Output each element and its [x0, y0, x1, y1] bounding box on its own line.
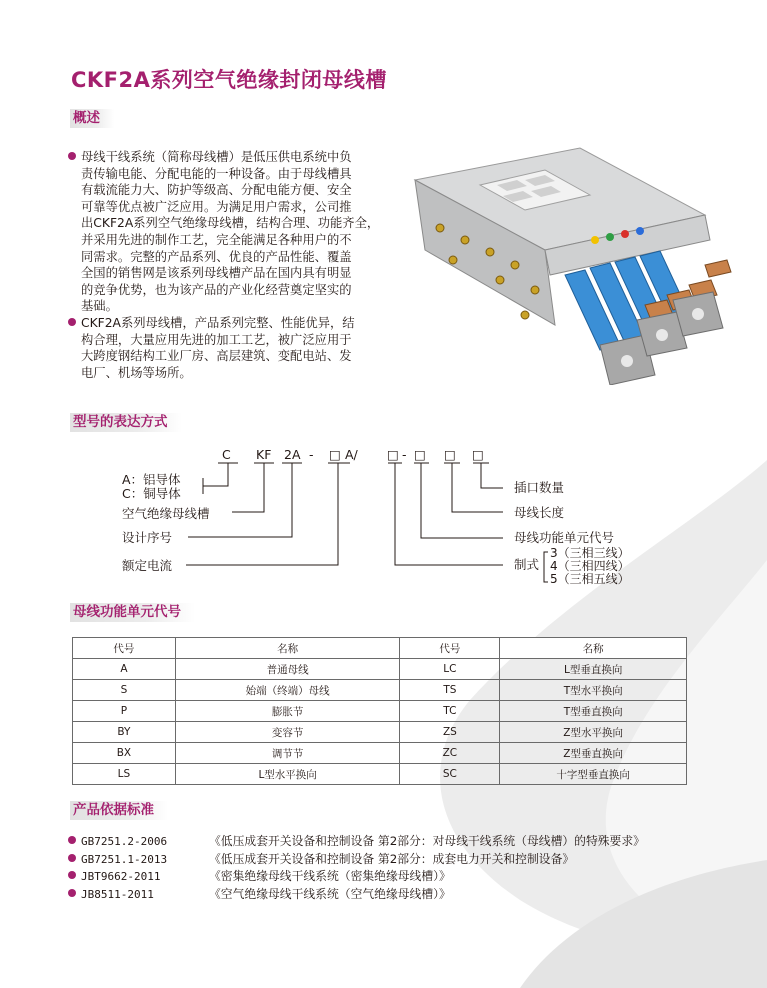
label-rated-current: 额定电流: [122, 558, 173, 573]
bullet-icon: [68, 889, 76, 897]
code-dash: -: [402, 447, 407, 462]
section-heading-standards: 产品依据标准: [70, 801, 168, 820]
label-conductor-al: A：铝导体: [122, 472, 181, 487]
text-line: 并采用先进的制作工艺，完全能满足各种用户的不: [81, 232, 352, 247]
table-row: [73, 680, 687, 701]
label-air-insulated: 空气绝缘母线槽: [122, 506, 210, 521]
text-line: CKF2A系列母线槽，产品系列完整、性能优异，结: [68, 315, 379, 332]
text-line: 全国的销售网是该系列母线槽产品在国内具有明显: [81, 266, 352, 281]
label-system-5: 5（三相五线）: [550, 572, 630, 586]
label-length: 母线长度: [514, 505, 565, 520]
code-c: C: [222, 447, 231, 462]
label-system: 制式: [514, 557, 540, 572]
code-box-unit: □: [414, 447, 426, 462]
table-cell: LC: [400, 659, 500, 680]
standard-title: 《低压成套开关设备和控制设备 第2部分：成套电力开关和控制设备》: [209, 851, 575, 866]
col-header-name: 名称: [175, 638, 400, 659]
code-box-system: □: [387, 447, 399, 462]
table-cell: BY: [73, 722, 176, 743]
table-cell: 膨胀节: [175, 701, 400, 722]
code-box-plug: □: [472, 447, 484, 462]
table-cell: L型垂直换向: [500, 659, 687, 680]
table-cell: 普通母线: [175, 659, 400, 680]
table-cell: P: [73, 701, 176, 722]
label-system-3: 3（三相三线）: [550, 546, 630, 560]
table-cell: A: [73, 659, 176, 680]
code-box-current: □: [329, 447, 341, 462]
table-cell: 始端（终端）母线: [175, 680, 400, 701]
text-line: 出CKF2A系列空气绝缘母线槽，结构合理、功能齐全，: [81, 216, 380, 231]
code-dash: -: [309, 447, 314, 462]
label-conductor-cu: C：铜导体: [122, 486, 181, 501]
table-cell: 调节节: [175, 743, 400, 764]
standard-code: GB7251.1-2013: [81, 852, 168, 866]
table-cell: T型垂直换向: [500, 701, 687, 722]
table-cell: ZC: [400, 743, 500, 764]
text-line: 有载流能力大、防护等级高、分配电能方便、安全: [81, 183, 352, 198]
table-cell: BX: [73, 743, 176, 764]
section-heading-overview: 概述: [70, 109, 114, 128]
table-row: [73, 701, 687, 722]
col-header-code: 代号: [400, 638, 500, 659]
col-header-code: 代号: [73, 638, 176, 659]
table-cell: LS: [73, 764, 176, 785]
label-design-no: 设计序号: [122, 530, 173, 545]
code-kf: KF: [256, 447, 272, 462]
label-unit-code: 母线功能单元代号: [514, 530, 615, 545]
standard-title: 《空气绝缘母线干线系统（空气绝缘母线槽）》: [209, 886, 451, 901]
table-row: [73, 764, 687, 785]
table-cell: Z型垂直换向: [500, 743, 687, 764]
text-line: 基础。: [81, 299, 118, 314]
label-plug-count: 插口数量: [514, 480, 565, 495]
code-2a: 2A: [284, 447, 301, 462]
text-line: 责传输电能、分配电能的一种设备。由于母线槽具: [81, 166, 352, 181]
list-item: [68, 868, 645, 886]
unit-code-table: [72, 637, 687, 785]
standard-code: GB7251.2-2006: [81, 835, 168, 848]
list-item: [68, 886, 645, 904]
table-cell: Z型水平换向: [500, 722, 687, 743]
list-item: [68, 833, 645, 851]
section-heading-units: 母线功能单元代号: [70, 603, 195, 622]
bullet-icon: [68, 836, 76, 844]
table-cell: 十字型垂直换向: [500, 764, 687, 785]
table-cell: 变容节: [175, 722, 400, 743]
table-cell: TC: [400, 701, 500, 722]
list-item: [68, 851, 645, 869]
table-cell: SC: [400, 764, 500, 785]
code-a-slash: A/: [345, 447, 358, 462]
page-title: CKF2A系列空气绝缘封闭母线槽: [71, 68, 387, 92]
text-line: 大跨度钢结构工业厂房、高层建筑、变配电站、发: [81, 349, 352, 364]
code-box-length: □: [444, 447, 456, 462]
text-line: 母线干线系统（简称母线槽）是低压供电系统中负: [68, 149, 379, 166]
table-cell: T型水平换向: [500, 680, 687, 701]
standards-list: [68, 833, 645, 903]
text-line: 构合理，大量应用先进的加工工艺，被广泛应用于: [81, 332, 352, 347]
label-system-4: 4（三相四线）: [550, 559, 630, 573]
table-cell: ZS: [400, 722, 500, 743]
standard-code: JBT9662-2011: [81, 870, 161, 883]
standard-title: 《低压成套开关设备和控制设备 第2部分：对母线干线系统（母线槽）的特殊要求》: [209, 834, 645, 848]
table-row: [73, 659, 687, 680]
table-header-row: [73, 638, 687, 659]
text-line: 的竞争优势，也为该产品的产业化经营奠定坚实的: [81, 282, 352, 297]
table-row: [73, 722, 687, 743]
text-line: 同需求。完整的产品系列、优良的产品性能、覆盖: [81, 249, 352, 264]
table-cell: L型水平换向: [175, 764, 400, 785]
standard-title: 《密集绝缘母线干线系统（密集绝缘母线槽）》: [209, 869, 451, 883]
col-header-name: 名称: [500, 638, 687, 659]
section-heading-model: 型号的表达方式: [70, 413, 182, 432]
bullet-icon: [68, 871, 76, 879]
table-cell: S: [73, 680, 176, 701]
table-row: [73, 743, 687, 764]
text-line: 可靠等优点被广泛应用。为满足用户需求，公司推: [81, 199, 352, 214]
text-line: 电厂、机场等场所。: [81, 365, 192, 380]
table-cell: TS: [400, 680, 500, 701]
standard-code: JB8511-2011: [81, 887, 154, 901]
bullet-icon: [68, 854, 76, 862]
